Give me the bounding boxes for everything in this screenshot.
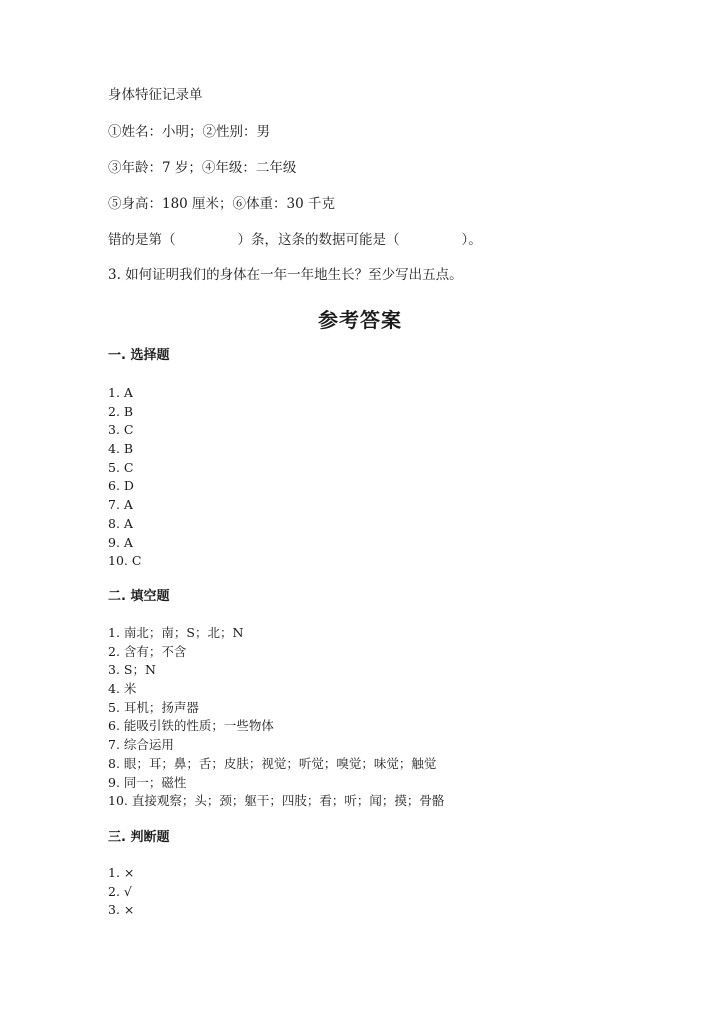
blank-question-part1: 错的是第（ xyxy=(108,232,176,248)
list-item: 1. A xyxy=(108,385,133,400)
list-item: 1. × xyxy=(108,865,135,880)
list-item: 4. B xyxy=(108,441,134,457)
answer-list-choice xyxy=(108,384,141,571)
list-item: 3. S；N xyxy=(108,662,156,678)
list-item: 2. 含有；不含 xyxy=(108,643,187,659)
list-item: 10. 直接观察；头；颈；躯干；四肢；看；听；闻；摸；骨骼 xyxy=(108,793,445,809)
list-item: 8. 眼；耳；鼻；舌；皮肤；视觉；听觉；嗅觉；味觉；触觉 xyxy=(108,755,437,771)
section-heading-fill: 二. 填空题 xyxy=(108,589,170,604)
answers-title: 参考答案 xyxy=(318,308,402,332)
list-item: 7. 综合运用 xyxy=(108,737,174,753)
list-item: 2. √ xyxy=(108,883,132,899)
fill-blank-question xyxy=(108,231,482,249)
question-3: 3. 如何证明我们的身体在一年一年地生长？至少写出五点。 xyxy=(108,267,463,283)
blank-question-part3: ）。 xyxy=(461,232,482,248)
list-item: 9. A xyxy=(108,534,133,550)
record-sheet-title: 身体特征记录单 xyxy=(108,87,203,103)
list-item: 10. C xyxy=(108,553,142,569)
list-item: 5. 耳机；扬声器 xyxy=(108,699,199,715)
list-item: 3. × xyxy=(108,902,135,918)
list-item: 1. 南北；南；S；北；N xyxy=(108,625,244,640)
section-heading-choice: 一. 选择题 xyxy=(108,348,170,363)
list-item: 6. 能吸引铁的性质；一些物体 xyxy=(108,718,274,734)
list-item: 8. A xyxy=(108,515,133,531)
list-item: 7. A xyxy=(108,497,133,513)
record-line-height-weight: ⑤身高：180 厘米；⑥体重：30 千克 xyxy=(108,196,336,212)
list-item: 6. D xyxy=(108,478,134,494)
list-item: 3. C xyxy=(108,422,134,438)
list-item: 2. B xyxy=(108,403,134,419)
list-item: 9. 同一；磁性 xyxy=(108,774,187,790)
answer-list-fill xyxy=(108,624,444,811)
blank-question-part2: ）条，这条的数据可能是（ xyxy=(237,232,400,248)
section-heading-judge: 三. 判断题 xyxy=(108,830,170,845)
list-item: 5. C xyxy=(108,459,134,475)
record-line-age-grade: ③年龄：7 岁；④年级：二年级 xyxy=(108,160,297,176)
record-line-name-gender: ①姓名：小明；②性别：男 xyxy=(108,124,270,140)
list-item: 4. 米 xyxy=(108,681,137,697)
answer-list-judge xyxy=(108,864,134,920)
